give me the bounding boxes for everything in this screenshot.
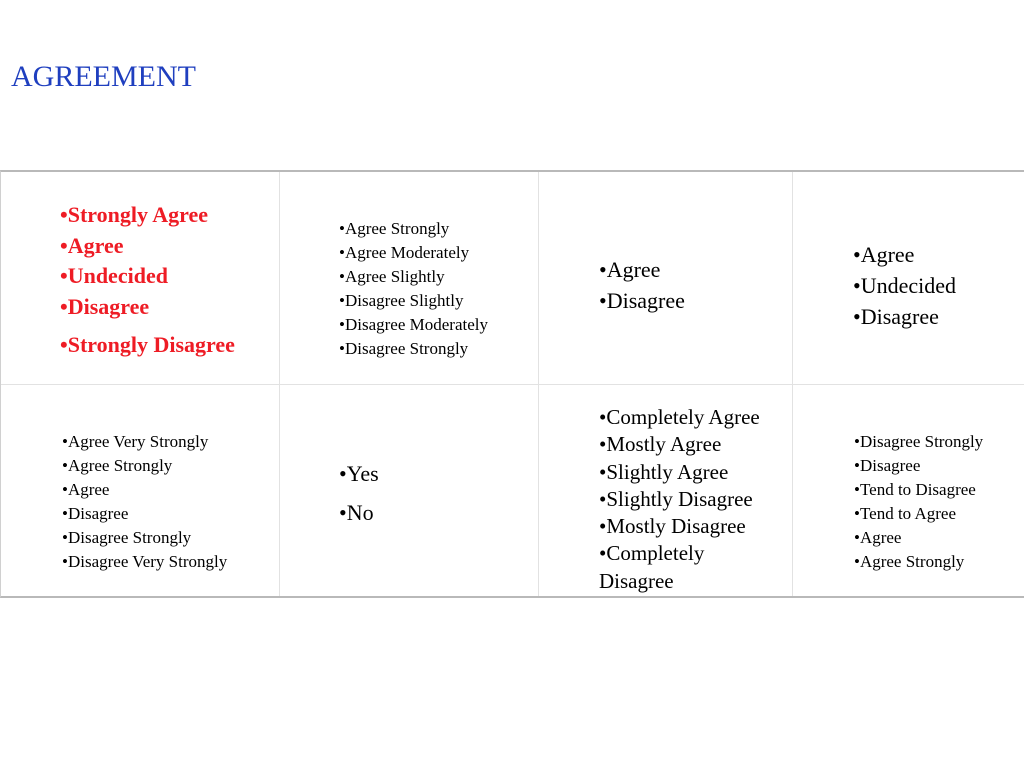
scale-option: • Undecided [60,261,235,292]
scale-option: • No [339,493,379,532]
row-divider [1,384,1024,385]
six-point-agreement-scale [339,217,488,361]
scale-option: • Tend to Disagree [854,478,983,502]
scale-option: • Disagree Strongly [62,526,227,550]
scale-cell-r1c3 [599,254,685,316]
six-point-tendency-scale [854,430,983,574]
scale-option: • Slightly Disagree [599,486,783,513]
scale-option: • Agree Slightly [339,265,488,289]
yes-no-scale [339,454,379,532]
scale-cell-r2c1 [62,430,227,574]
scale-option: • Mostly Disagree [599,513,783,540]
scale-option: • Strongly Agree [60,200,235,231]
scale-option: • Disagree [854,454,983,478]
scale-option: • Disagree [853,301,956,332]
scale-option: • Tend to Agree [854,502,983,526]
scale-option: • Slightly Agree [599,459,783,486]
scale-option: • Disagree Strongly [854,430,983,454]
scale-option: • Disagree [60,292,235,323]
scale-option: • Undecided [853,270,956,301]
scale-option: • Agree Very Strongly [62,430,227,454]
agreement-scales-table [0,170,1024,598]
scale-option: • Agree [62,478,227,502]
scale-option: • Agree Moderately [339,241,488,265]
scale-option: • Agree Strongly [339,217,488,241]
scale-option: • Completely Agree [599,404,783,431]
scale-cell-r1c1 [60,200,235,361]
slide-title: AGREEMENT [11,60,196,93]
scale-option: • Agree [853,239,956,270]
scale-cell-r2c4 [854,430,983,574]
scale-option: • Mostly Agree [599,431,783,458]
scale-option: • Strongly Disagree [60,330,235,361]
scale-option: • Agree [854,526,983,550]
two-point-agreement-scale [599,254,685,316]
scale-option: • Disagree Moderately [339,313,488,337]
three-point-agreement-scale [853,239,956,332]
scale-cell-r1c4 [853,239,956,332]
scale-option: • Completely Disagree [599,540,783,595]
scale-cell-r2c3 [599,404,783,595]
six-point-strength-scale [62,430,227,574]
scale-option: • Disagree [599,285,685,316]
scale-cell-r2c2 [339,454,379,532]
scale-option: • Agree Strongly [62,454,227,478]
scale-option: • Disagree [62,502,227,526]
scale-option: • Disagree Strongly [339,337,488,361]
five-point-likert-scale [60,200,235,361]
scale-option: • Disagree Very Strongly [62,550,227,574]
six-point-degree-scale [599,404,783,595]
scale-option: • Agree [60,231,235,262]
scale-option: • Disagree Slightly [339,289,488,313]
scale-option: • Agree Strongly [854,550,983,574]
scale-option: • Yes [339,454,379,493]
scale-cell-r1c2 [339,217,488,361]
scale-option: • Agree [599,254,685,285]
